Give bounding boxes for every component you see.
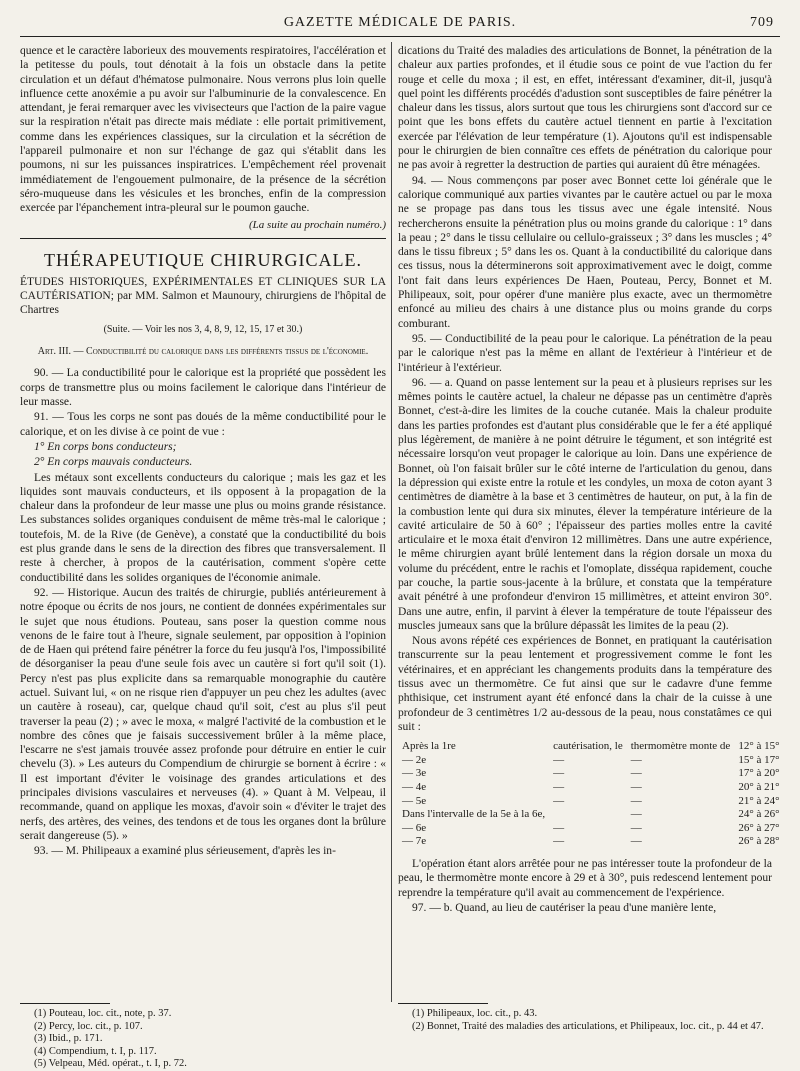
paragraph-94: 94. — Nous commençons par poser avec Bonnet cette loi générale que le calorique communiqué aux parties vivantes par le cautère actuel ou par le moxa ne se propage pas dans tous les tissus avec une égale intensité. Nous rechercherons ensuite la pénétration plus ou moins grande du calorique : 1° dans la peau ; 2° dans le tissu cellulaire ou cellulo-graisseux ; 3° dans les muscles ; 4° dans le tissu fibreux ; 5° dans les os. Quant à la conductibilité du calorique dans ces tissus, nous la déterminerons soit approximativement avec le doigt, comme l'ont fait dans leurs expériences De Haen, Pouteau, Percy, Bonnet et M. Philipeaux, soit, pour opérer d'une manière plus exacte, avec un thermomètre enfoncé au milieu des chairs à une distance plus ou moins grande du corps comburant. — [398, 174, 772, 330]
table-cell: 24° à 26° — [738, 808, 780, 821]
table-cell: — — [553, 835, 565, 848]
table-cell: — — [630, 753, 642, 766]
running-header — [20, 12, 780, 37]
paragraph-continued: dications du Traité des maladies des articulations de Bonnet, la pénétration de la chaleur aux parties profondes, et il étudie sous ce point de vue l'action du fer rouge et celle du moxa ; il est, en effet, intéressant d'examiner, dit-il, jusqu'à quel point les différents procédés d'adustion sont susceptibles de faire pénétrer la chaleur dans les tissus, alors surtout que tous les chirurgiens sont d'accord sur ce point que les bons effets du cautère actuel tiennent en partie à l'excitation exercée par l'élévation de leur température (1). Ajoutons qu'il est indispensable pour le chirurgien de bien connaître ces effets de pénétration du calorique pour ne pas avoir à regretter la destruction de parties qui auraient dû être ménagées. — [398, 45, 772, 172]
table-cell: — 7e — [402, 835, 427, 848]
table-cell: — 6e — [402, 821, 427, 834]
table-cell: — — [553, 781, 565, 794]
section-separator — [20, 238, 386, 239]
temperature-table — [398, 740, 784, 849]
table-cell: — — [630, 808, 642, 821]
footnote: (5) Velpeau, Méd. opérat., t. I, p. 72. — [34, 1058, 187, 1069]
right-column — [398, 44, 780, 916]
continuation-note: (La suite au prochain numéro.) — [249, 218, 386, 231]
table-cell: thermomètre monte de — [630, 740, 731, 753]
footnote: (1) Pouteau, loc. cit., note, p. 37. — [34, 1008, 172, 1019]
footnote: (1) Philipeaux, loc. cit., p. 43. — [412, 1008, 538, 1019]
table-cell: — — [630, 821, 642, 834]
footnote: (2) Bonnet, Traité des maladies des articulations, et Philipeaux, loc. cit., p. 44 et 47. — [412, 1020, 764, 1032]
footnotes-left — [20, 1003, 386, 1071]
table-cell: — — [630, 781, 642, 794]
paragraph-96: 96. — a. Quand on passe lentement sur la peau et à plusieurs reprises sur les mêmes points le cautère actuel, la chaleur ne dépasse pas un centimètre d'après Bonnet, c'est-à-dire les limites de la couche cutanée. Mais la chaleur produite dans les parties profondes est d'autant plus considérable que le fer a été appliqué plus légèrement, de manière à ne point détruire le tégument, et son intégrité est nécessaire lorsqu'on veut propager le calorique au loin. Dans une expérience de Bonnet, où l'on faisait brûler sur le côté interne de l'articulation du genou, dans la dépression qui existe entre la rotule et les condyles, un moxa de coton ayant 3 centimètres de diamètre à la base et 3 centimètres de hauteur, on put, à la fin de la combustion lente qui dura six minutes, élever la température intérieure de la cavité articulaire de 50 à 60° ; l'épaisseur des parties molles entre la cavité articulaire et le moxa était d'environ 12 millimètres. Dans une autre expérience, le même chirurgien ayant brûlé lentement dans la région dorsale un moxa du volume du précédent, entre le rachis et l'omoplate, disséqua rapidement, couche par couche, la partie sous-jacente à la brûlure, et constata que la température avait pénétré à une profondeur d'environ 15 millimètres, et atteint environ 30°. Dans une autre, enfin, il parvint à élever la température de toute l'épaisseur des muscles jumeaux sans que la brûlure dépassât les limites de la peau (2). — [398, 376, 772, 632]
paragraph-intro: quence et le caractère laborieux des mouvements respiratoires, l'accélération et la petitesse du pouls, tout dénotait à la fois un obstacle dans la petite circulation et un défaut d'hématose pulmonaire. Nous verrons plus loin quelle influence cette anoxémie a pu avoir sur l'albuminurie de la convalescence. En attendant, je ferai remarquer avec les vivisecteurs que l'action de la paire vague sur la respiration n'était pas directe mais médiate : elle portait primitivement, comme dans les expériences classiques, sur la circulation et la sécrétion de l'appareil pulmonaire et non sur l'échange de gaz qui s'établit dans les poumons, ni sur les puissances inspiratrices. L'empêchement réel provenait immédiatement de l'engouement pulmonaire, de la présence de la sécrétion séro-muqueuse dans les vésicules et les bronches, enfin de la compression exercée par l'épanchement intra-pleural sur le poumon gauche. — [20, 45, 386, 215]
table-cell: — — [553, 767, 565, 780]
paragraph-93: 93. — M. Philipeaux a examiné plus sérieusement, d'après les in- — [34, 845, 336, 858]
page-number: 709 — [750, 15, 774, 30]
footnote: (3) Ibid., p. 171. — [34, 1033, 103, 1044]
list-item-1: 1° En corps bons conducteurs; — [34, 440, 177, 453]
table-cell: — 2e — [402, 753, 427, 766]
suite-note: (Suite. — Voir les nos 3, 4, 8, 9, 12, 15, 17 et 30.) — [103, 324, 303, 336]
footnote-rule — [398, 1003, 488, 1004]
section-title: THÉRAPEUTIQUE CHIRURGICALE. — [44, 249, 362, 270]
table-row — [398, 767, 784, 781]
table-cell: 26° à 28° — [738, 835, 780, 848]
paragraph-91: 91. — Tous les corps ne sont pas doués de la même conductibilité pour le calorique, et on les divise à ce point de vue : — [20, 411, 386, 438]
table-cell: — — [630, 767, 642, 780]
left-column — [20, 44, 386, 860]
table-row — [398, 740, 784, 754]
table-cell: — 4e — [402, 781, 427, 794]
list-item-2: 2° En corps mauvais conducteurs. — [34, 456, 193, 469]
table-cell: 21° à 24° — [738, 794, 780, 807]
article-heading: Art. III. — Conductibilité du calorique dans les différents tissus de l'économie. — [37, 346, 369, 358]
table-row — [398, 754, 784, 768]
table-cell: 26° à 27° — [738, 821, 780, 834]
paragraph-91b: Les métaux sont excellents conducteurs du calorique ; mais les gaz et les liquides sont mauvais conducteurs, et ils opposent à la propagation de la chaleur dans la profondeur de leur masse une plus ou moins grande résistance. Les substances solides organiques conduisent de même très-mal le calorique ; toutefois, M. de la Rive (de Genève), a constaté que la conductibilité du bois est plus grande dans le sens de la direction des fibres que transversalement. Il reste à chercher, à propos de la cautérisation, comment s'opère cette conductibilité dans les solides organiques de l'économie animale. — [20, 471, 386, 584]
table-cell: cautérisation, le — [553, 740, 623, 753]
table-cell: — — [553, 794, 565, 807]
table-cell: — — [553, 753, 565, 766]
footnote: (4) Compendium, t. I, p. 117. — [34, 1045, 157, 1057]
paragraph-90: 90. — La conductibilité pour le calorique est la propriété que possèdent les corps de transmettre plus ou moins facilement le calorique dans l'intérieur de leur masse. — [20, 367, 386, 409]
footnote-rule — [20, 1003, 110, 1004]
article-subtitle: ÉTUDES HISTORIQUES, EXPÉRIMENTALES ET CLINIQUES SUR LA CAUTÉRISATION; par MM. Salmon et Maunoury, chirurgiens de l'hôpital de Chartres — [20, 276, 386, 317]
table-cell: — — [630, 794, 642, 807]
table-row — [398, 822, 784, 836]
table-cell: 12° à 15° — [738, 740, 780, 753]
table-cell: 15° à 17° — [738, 753, 780, 766]
table-cell: — — [630, 835, 642, 848]
paragraph-experiment: Nous avons répété ces expériences de Bonnet, en pratiquant la cautérisation transcurrente sur la peau lentement et progressivement comme le font les vétérinaires, et en appréciant les changements produits dans la température des tissus avec un thermomètre. Ce fut ainsi que sur le cadavre d'une femme phthisique, cet instrument ayant été enfoncé dans la chair de la cuisse à une profondeur de 3 centimètres 1/2 au-dessous de la peau, nous constatâmes ce qui suit : — [398, 635, 772, 733]
table-row — [398, 808, 784, 822]
table-cell: 17° à 20° — [738, 767, 780, 780]
table-row — [398, 781, 784, 795]
paragraph-97: 97. — b. Quand, au lieu de cautériser la peau d'une manière lente, — [412, 901, 717, 914]
table-row — [398, 835, 784, 849]
table-cell: Dans l'intervalle de la 5e à la 6e, — [402, 808, 546, 821]
paragraph-95: 95. — Conductibilité de la peau pour le calorique. La pénétration de la peau par le calorique n'est pas la même en allant de l'extérieur à l'intérieur et de l'intérieur à l'extérieur. — [398, 332, 772, 374]
table-cell: Après la 1re — [402, 740, 456, 753]
table-cell — [549, 808, 627, 822]
journal-title: GAZETTE MÉDICALE DE PARIS. — [283, 15, 517, 30]
table-cell: — 5e — [402, 794, 427, 807]
table-cell: 20° à 21° — [738, 781, 780, 794]
footnotes-right — [398, 1003, 772, 1033]
footnote: (2) Percy, loc. cit., p. 107. — [34, 1020, 143, 1032]
column-divider — [391, 42, 392, 1002]
paragraph-92: 92. — Historique. Aucun des traités de chirurgie, publiés antérieurement à notre époque ou écrits de nos jours, ne contient de données expérimentales sur le sujet que nous étudions. Pouteau, sans poser la question comme nous venons de le faire tout à l'heure, signale seulement, par opposition à l'opinion de de Haen qui prétend faire pénétrer la force du feu jusqu'à l'os, l'impossibilité de désorganiser la peau d'une seule fois avec un cautère si fort qu'il soit (1). Percy n'est pas plus explicite dans sa remarquable monographie du cautère actuel. Suivant lui, « on ne risque rien d'appuyer un peu chez les adultes (avec un cautère à roseau), car, quelque chaud qu'il soit, c'est au plus s'il peut traverser la peau (2) ; » avec le moxa, « malgré l'activité de la combustion et le nombre des cônes que je faisais successivement brûler à la même place, l'escarre ne s'est jamais trouvée assez profonde pour détruire en entier le cuir chevelu (3). » Les auteurs du Compendium de chirurgie se bornent à écrire : « Il est important d'éviter le voisinage des grandes articulations et des principales divisions vasculaires et nerveuses (4). » Quant à M. Velpeau, il recommande, quand on applique les moxas, d'avoir soin « d'éviter le trajet des nerfs, des artères, des veines, des tendons et de tous les organes dont la brûlure serait dangereuse (5). » — [20, 586, 386, 842]
table-cell: — — [553, 821, 565, 834]
paragraph-after-table: L'opération étant alors arrêtée pour ne pas intéresser toute la profondeur de la peau, le thermomètre monte encore à 29 et à 30°, puis redescend lentement pour reprendre la température qu'il avait au commencement de l'expérience. — [398, 858, 772, 899]
table-row — [398, 795, 784, 809]
table-cell: — 3e — [402, 767, 427, 780]
